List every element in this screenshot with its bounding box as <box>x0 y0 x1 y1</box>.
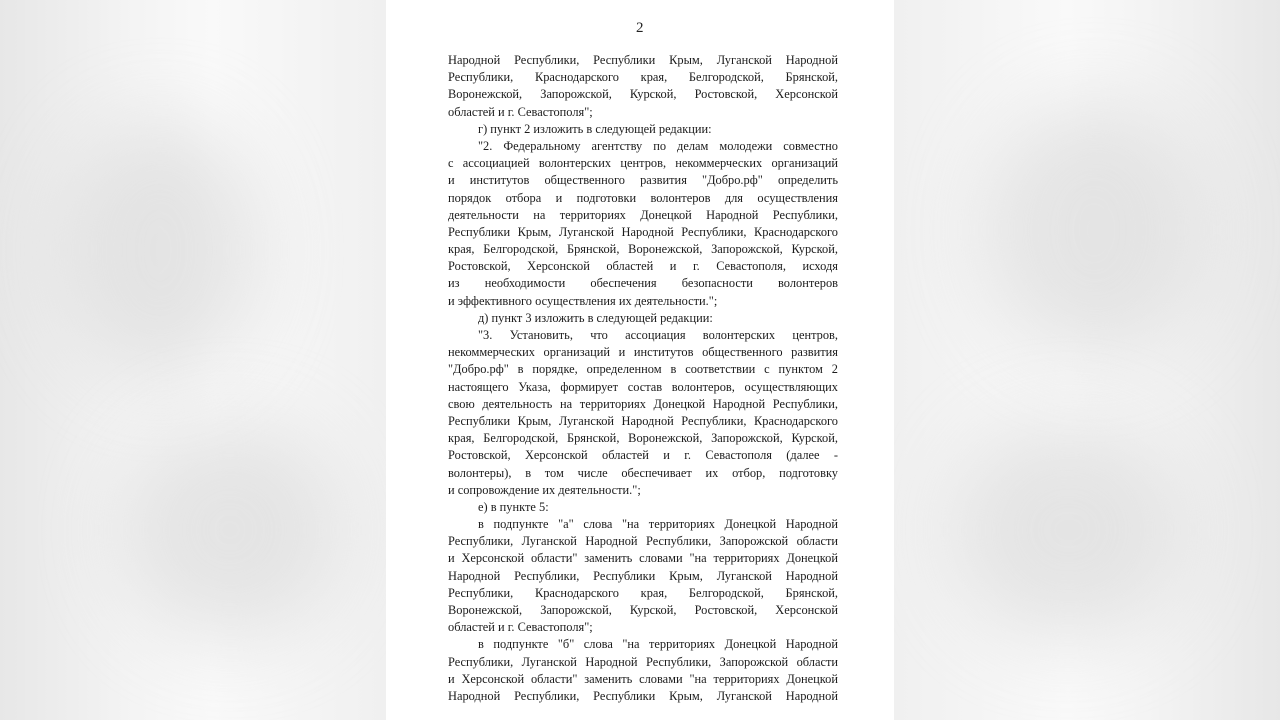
text-line: Ростовской, Херсонской областей и г. Севастополя (далее - <box>448 448 838 463</box>
text-line: Воронежской, Запорожской, Курской, Ростовской, Херсонской <box>448 87 838 102</box>
text-line: края, Белгородской, Брянской, Воронежской, Запорожской, Курской, <box>448 431 838 446</box>
document-page <box>386 0 894 720</box>
text-line: в подпункте "б" слова "на территориях Донецкой Народной <box>478 637 838 652</box>
text-line: и эффективного осуществления их деятельности."; <box>448 293 718 308</box>
text-line: волонтеры), в том числе обеспечивает их отбор, подготовку <box>448 465 838 480</box>
text-line: областей и г. Севастополя"; <box>448 104 593 119</box>
text-line: Республики, Луганской Народной Республики, Запорожской области <box>448 654 838 669</box>
text-line: порядок отбора и подготовки волонтеров для осуществления <box>448 190 838 205</box>
text-line: Народной Республики, Республики Крым, Луганской Народной <box>448 688 838 703</box>
text-line: Республики Крым, Луганской Народной Республики, Краснодарского <box>448 413 838 428</box>
text-line: Республики, Луганской Народной Республики, Запорожской области <box>448 534 838 549</box>
background-blur-shape <box>984 100 1204 360</box>
text-line: е) в пункте 5: <box>478 499 549 514</box>
text-line: Ростовской, Херсонской областей и г. Севастополя, исходя <box>448 259 838 274</box>
text-line: д) пункт 3 изложить в следующей редакции: <box>478 310 713 325</box>
text-line: в подпункте "а" слова "на территориях Донецкой Народной <box>478 517 838 532</box>
text-line: г) пункт 2 изложить в следующей редакции: <box>478 121 712 136</box>
text-line: областей и г. Севастополя"; <box>448 620 593 635</box>
text-line: деятельности на территориях Донецкой Народной Республики, <box>448 207 838 222</box>
text-line: Республики, Краснодарского края, Белгородской, Брянской, <box>448 585 838 600</box>
text-line: "Добро.рф" в порядке, определенном в соответствии с пунктом 2 <box>448 362 838 377</box>
text-line: некоммерческих организаций и институтов общественного развития <box>448 345 838 360</box>
text-line: и Херсонской области" заменить словами "на территориях Донецкой <box>448 551 838 566</box>
text-line: и Херсонской области" заменить словами "на территориях Донецкой <box>448 671 838 686</box>
text-line: Республики, Краснодарского края, Белгородской, Брянской, <box>448 70 838 85</box>
text-line: "3. Установить, что ассоциация волонтерских центров, <box>478 328 838 342</box>
text-line: из необходимости обеспечения безопасности волонтеров <box>448 276 838 291</box>
document-body <box>448 52 838 705</box>
text-line: Народной Республики, Республики Крым, Луганской Народной <box>448 568 838 583</box>
blurred-background-left <box>0 0 386 720</box>
text-line: настоящего Указа, формирует состав волонтеров, осуществляющих <box>448 379 838 394</box>
text-line: и институтов общественного развития "Добро.рф" определить <box>448 173 838 188</box>
text-line: Народной Республики, Республики Крым, Луганской Народной <box>448 53 838 67</box>
text-line: свою деятельность на территориях Донецкой Народной Республики, <box>448 396 838 411</box>
text-line: "2. Федеральному агентству по делам молодежи совместно <box>478 138 838 153</box>
background-blur-shape <box>60 120 260 380</box>
text-line: Воронежской, Запорожской, Курской, Ростовской, Херсонской <box>448 603 838 617</box>
text-line: Республики Крым, Луганской Народной Республики, Краснодарского <box>448 224 838 239</box>
text-line: и сопровождение их деятельности."; <box>448 482 641 497</box>
background-blur-shape <box>954 420 1184 640</box>
blurred-background-right <box>894 0 1280 720</box>
text-line: края, Белгородской, Брянской, Воронежской, Запорожской, Курской, <box>448 242 838 257</box>
background-blur-shape <box>120 420 340 640</box>
text-line: с ассоциацией волонтерских центров, некоммерческих организаций <box>448 156 838 171</box>
page-number: 2 <box>636 20 644 36</box>
